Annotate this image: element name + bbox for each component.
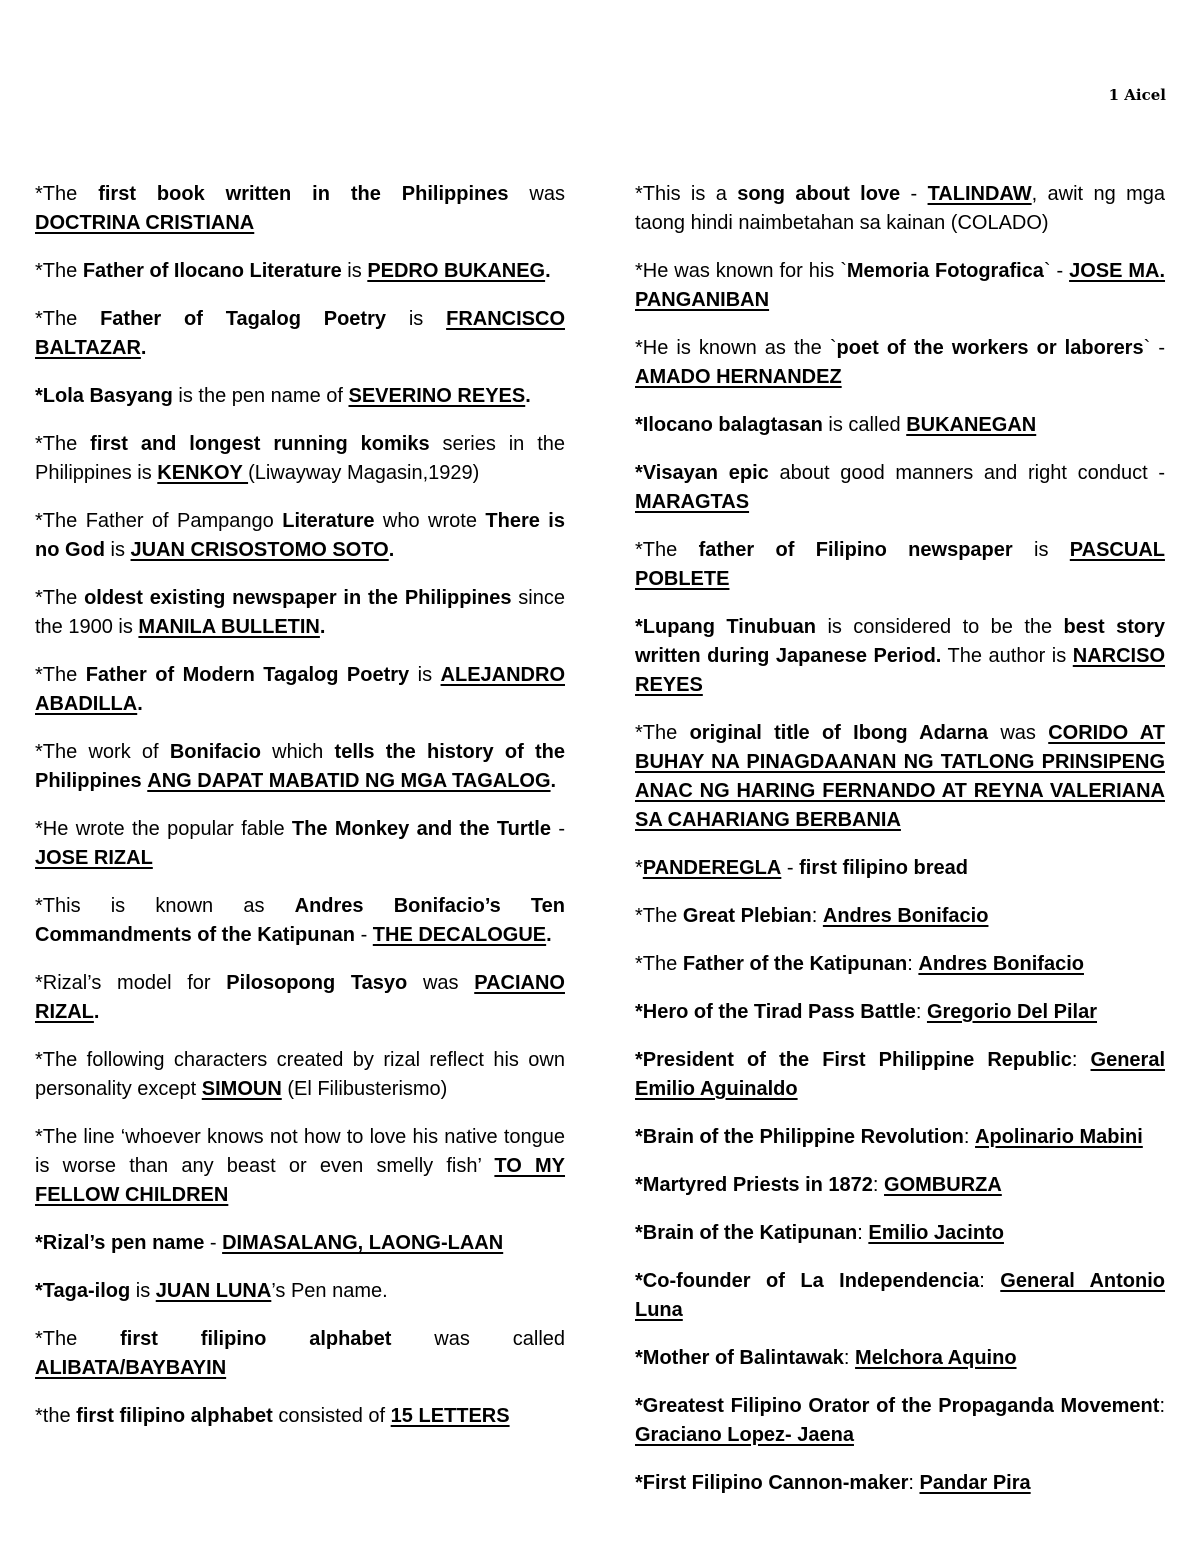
text-segment: : <box>872 1174 885 1196</box>
bold-text: song about love <box>737 183 901 205</box>
bold-text: Father of Modern Tagalog Poetry <box>85 664 410 686</box>
text-segment: - <box>355 924 373 946</box>
fact-paragraph <box>35 430 565 488</box>
text-segment: - <box>900 183 928 205</box>
text-segment: *He is known as the ` <box>635 337 837 359</box>
fact-paragraph <box>635 180 1165 238</box>
fact-paragraph <box>35 661 565 719</box>
answer-text: ALEJANDRO ABADILLA <box>35 664 565 715</box>
answer-text: SEVERINO REYES <box>348 385 526 407</box>
text-segment: *The <box>635 905 683 927</box>
answer-text: BUKANEGAN <box>906 414 1037 436</box>
answer-text: MARAGTAS <box>635 491 750 513</box>
bold-text: *Co-founder of La Independencia <box>635 1270 980 1292</box>
answer-text: Gregorio Del Pilar <box>926 1001 1098 1023</box>
answer-text: Graciano Lopez- Jaena <box>635 1424 854 1446</box>
fact-paragraph <box>635 998 1165 1027</box>
fact-paragraph <box>35 1325 565 1383</box>
text-segment: : <box>1159 1395 1165 1417</box>
bold-text: . <box>319 616 326 638</box>
text-segment: *The work of <box>35 741 170 763</box>
bold-text: . <box>388 539 395 561</box>
text-segment: The author is <box>941 645 1073 667</box>
fact-paragraph <box>635 257 1165 315</box>
page-corner-label: 1 Aicel <box>1108 86 1166 104</box>
text-segment: : <box>1071 1049 1091 1071</box>
fact-paragraph <box>635 854 1165 883</box>
answer-text: Andres Bonifacio <box>822 905 989 927</box>
text-segment: ` - <box>1143 337 1165 359</box>
answer-text: 15 LETTERS <box>390 1405 510 1427</box>
bold-text: Literature <box>282 510 375 532</box>
fact-paragraph <box>35 382 565 411</box>
bold-text: *Mother of Balintawak <box>635 1347 844 1369</box>
bold-text: *Lola Basyang <box>35 385 173 407</box>
fact-paragraph <box>635 459 1165 517</box>
text-segment: : <box>811 905 823 927</box>
text-segment: *He wrote the popular fable <box>35 818 292 840</box>
text-segment: is <box>386 308 447 330</box>
text-segment: , awit ng mga taong hindi naimbetahan sa kainan (COLADO) <box>635 183 1165 234</box>
text-segment: is <box>341 260 368 282</box>
answer-text: ALIBATA/BAYBAYIN <box>35 1357 227 1379</box>
text-segment: *This is known as <box>35 895 295 917</box>
answer-text: PANDEREGLA <box>642 857 782 879</box>
answer-text: JOSE MA. PANGANIBAN <box>635 260 1166 311</box>
answer-text: General Emilio Aguinaldo <box>635 1049 1166 1100</box>
fact-paragraph <box>35 180 565 238</box>
answer-text: DOCTRINA CRISTIANA <box>35 212 255 234</box>
bold-text: *Taga-ilog <box>35 1280 131 1302</box>
answer-text: PEDRO BUKANEG <box>367 260 546 282</box>
text-segment: - <box>781 857 800 879</box>
fact-paragraph <box>35 1123 565 1210</box>
text-segment: which <box>260 741 335 763</box>
bold-text: first filipino alphabet <box>76 1405 273 1427</box>
text-segment: *The Father of Pampango <box>35 510 283 532</box>
text-segment: is <box>1012 539 1070 561</box>
answer-text: CORIDO AT BUHAY NA PINAGDAANAN NG TATLONG PRINSIPENG ANAC NG HARING FERNANDO AT REYNA VALERIANA SA CAHARIANG BERBANIA <box>635 722 1165 831</box>
left-column <box>35 180 565 1450</box>
text-segment: *The <box>35 183 99 205</box>
bold-text: . <box>545 260 551 282</box>
text-segment: was <box>407 972 475 994</box>
bold-text: Memoria Fotografica <box>846 260 1044 282</box>
bold-text: Pilosopong Tasyo <box>226 972 408 994</box>
fact-paragraph <box>35 815 565 873</box>
text-segment: : <box>907 953 919 975</box>
text-segment: is considered to be the <box>816 616 1064 638</box>
bold-text: *Visayan epic <box>635 462 769 484</box>
text-segment: is called <box>822 414 907 436</box>
bold-text: *Hero of the Tirad Pass Battle <box>635 1001 916 1023</box>
text-segment: : <box>915 1001 927 1023</box>
text-segment: *The line ‘whoever knows not how to love his native tongue is worse than any beast or even smelly fish’ <box>35 1126 565 1177</box>
bold-text: first book written in the Philippines <box>98 183 509 205</box>
answer-text: SIMOUN <box>201 1078 282 1100</box>
text-segment: *The <box>35 308 101 330</box>
bold-text: There is no God <box>35 510 565 561</box>
text-segment: *The <box>35 1328 121 1350</box>
text-segment: is <box>104 539 131 561</box>
bold-text: Andres Bonifacio’s Ten Commandments of the Katipunan <box>35 895 565 946</box>
text-segment: ` - <box>1043 260 1070 282</box>
text-segment: *The <box>35 433 91 455</box>
text-segment: *This is a <box>635 183 738 205</box>
fact-paragraph <box>635 1123 1165 1152</box>
bold-text: Bonifacio <box>169 741 261 763</box>
text-segment: : <box>908 1472 920 1494</box>
bold-text: original title of Ibong Adarna <box>689 722 989 744</box>
bold-text: *First Filipino Cannon-maker <box>635 1472 909 1494</box>
fact-paragraph <box>635 950 1165 979</box>
text-segment: - <box>204 1232 223 1254</box>
text-segment: : <box>963 1126 976 1148</box>
bold-text: *Martyred Priests in 1872 <box>635 1174 873 1196</box>
text-segment: (El Filibusterismo) <box>281 1078 448 1100</box>
answer-text: JUAN CRISOSTOMO SOTO <box>130 539 389 561</box>
answer-text: Andres Bonifacio <box>918 953 1084 975</box>
text-segment: since the 1900 is <box>35 587 565 638</box>
fact-paragraph <box>35 1046 565 1104</box>
fact-paragraph <box>635 1219 1165 1248</box>
answer-text: Emilio Jacinto <box>868 1222 1004 1244</box>
answer-text: KENKOY <box>157 462 249 484</box>
answer-text: ANG DAPAT MABATID NG MGA TAGALOG <box>147 770 551 792</box>
text-segment: is the pen name of <box>172 385 349 407</box>
text-segment: about good manners and right conduct - <box>768 462 1165 484</box>
text-segment: ’s Pen name. <box>271 1280 388 1302</box>
bold-text: Father of Ilocano Literature <box>82 260 342 282</box>
text-segment: was <box>988 722 1049 744</box>
bold-text: poet of the workers or laborers <box>836 337 1144 359</box>
answer-text: Pandar Pira <box>919 1472 1031 1494</box>
text-segment: was <box>508 183 565 205</box>
fact-paragraph <box>35 257 565 286</box>
fact-paragraph <box>635 902 1165 931</box>
bold-text: *Brain of the Katipunan <box>635 1222 858 1244</box>
text-segment: : <box>843 1347 856 1369</box>
fact-paragraph <box>35 969 565 1027</box>
answer-text: GOMBURZA <box>884 1174 1002 1196</box>
text-segment: *Rizal’s model for <box>35 972 227 994</box>
text-segment: series in the Philippines is <box>35 433 566 484</box>
answer-text: JOSE RIZAL <box>35 847 153 869</box>
bold-text: *Lupang Tinubuan <box>635 616 817 638</box>
text-segment: *the <box>35 1405 77 1427</box>
bold-text: *Brain of the Philippine Revolution <box>635 1126 964 1148</box>
fact-paragraph <box>635 334 1165 392</box>
answer-text: THE DECALOGUE <box>372 924 547 946</box>
fact-paragraph <box>35 507 565 565</box>
fact-paragraph <box>35 1402 565 1431</box>
bold-text: father of Filipino newspaper <box>698 539 1013 561</box>
bold-text: *Greatest Filipino Orator of the Propaganda Movement <box>635 1395 1160 1417</box>
bold-text: tells the history of the Philippines <box>35 741 565 792</box>
bold-text: . <box>550 770 557 792</box>
fact-paragraph <box>635 1469 1165 1498</box>
fact-paragraph <box>635 1046 1165 1104</box>
bold-text: first and longest running komiks <box>90 433 430 455</box>
fact-paragraph <box>35 305 565 363</box>
bold-text: . <box>137 693 143 715</box>
answer-text: PASCUAL POBLETE <box>635 539 1165 590</box>
answer-text: TO MY FELLOW CHILDREN <box>35 1155 566 1206</box>
bold-text: . <box>140 337 147 359</box>
fact-paragraph <box>35 892 565 950</box>
fact-paragraph <box>35 1229 565 1258</box>
bold-text: . <box>546 924 552 946</box>
bold-text: Father of the Katipunan <box>682 953 908 975</box>
answer-text: PACIANO RIZAL <box>35 972 565 1023</box>
fact-paragraph <box>35 1277 565 1306</box>
fact-paragraph <box>635 1392 1165 1450</box>
answer-text: MANILA BULLETIN <box>138 616 320 638</box>
text-segment: *The <box>635 539 699 561</box>
text-segment: * <box>635 857 643 879</box>
bold-text: *President of the First Philippine Republic <box>635 1049 1072 1071</box>
answer-text: NARCISO REYES <box>635 645 1166 696</box>
fact-paragraph <box>635 411 1165 440</box>
text-segment: is <box>409 664 441 686</box>
text-segment: *The <box>35 587 85 609</box>
text-segment: is <box>130 1280 156 1302</box>
answer-text: AMADO HERNANDEZ <box>635 366 842 388</box>
text-segment: consisted of <box>272 1405 391 1427</box>
bold-text: first filipino alphabet <box>120 1328 392 1350</box>
answer-text: Apolinario Mabini <box>975 1126 1143 1148</box>
right-column <box>635 180 1165 1517</box>
fact-paragraph <box>35 738 565 796</box>
text-segment: *The <box>35 260 83 282</box>
text-segment: who wrote <box>374 510 486 532</box>
text-segment: : <box>857 1222 869 1244</box>
fact-paragraph <box>35 584 565 642</box>
bold-text: first filipino bread <box>799 857 969 879</box>
bold-text: The Monkey and the Turtle <box>291 818 551 840</box>
fact-paragraph <box>635 1344 1165 1373</box>
bold-text: *Ilocano balagtasan <box>635 414 823 436</box>
text-segment: *The <box>635 953 683 975</box>
bold-text: Great Plebian <box>682 905 812 927</box>
answer-text: TALINDAW <box>927 183 1032 205</box>
bold-text: . <box>525 385 531 407</box>
text-segment: *He was known for his ` <box>635 260 847 282</box>
text-segment: *The <box>35 664 86 686</box>
fact-paragraph <box>635 1171 1165 1200</box>
fact-paragraph <box>635 719 1165 835</box>
fact-paragraph <box>635 613 1165 700</box>
bold-text: oldest existing newspaper in the Philippines <box>84 587 512 609</box>
text-segment: *The <box>635 722 690 744</box>
bold-text: Father of Tagalog Poetry <box>100 308 386 330</box>
bold-text: *Rizal’s pen name <box>35 1232 205 1254</box>
answer-text: FRANCISCO BALTAZAR <box>35 308 565 359</box>
text-segment: was called <box>391 1328 566 1350</box>
text-segment: (Liwayway Magasin,1929) <box>248 462 480 484</box>
answer-text: DIMASALANG, LAONG-LAAN <box>222 1232 504 1254</box>
fact-paragraph <box>635 1267 1165 1325</box>
text-segment: : <box>979 1270 1001 1292</box>
text-segment: *The following characters created by rizal reflect his own personality except <box>35 1049 565 1100</box>
answer-text: JUAN LUNA <box>155 1280 272 1302</box>
fact-paragraph <box>635 536 1165 594</box>
bold-text: . <box>93 1001 100 1023</box>
text-segment: - <box>550 818 565 840</box>
bold-text: best story written during Japanese Period. <box>635 616 1165 667</box>
answer-text: General Antonio Luna <box>635 1270 1166 1321</box>
answer-text: Melchora Aquino <box>855 1347 1017 1369</box>
